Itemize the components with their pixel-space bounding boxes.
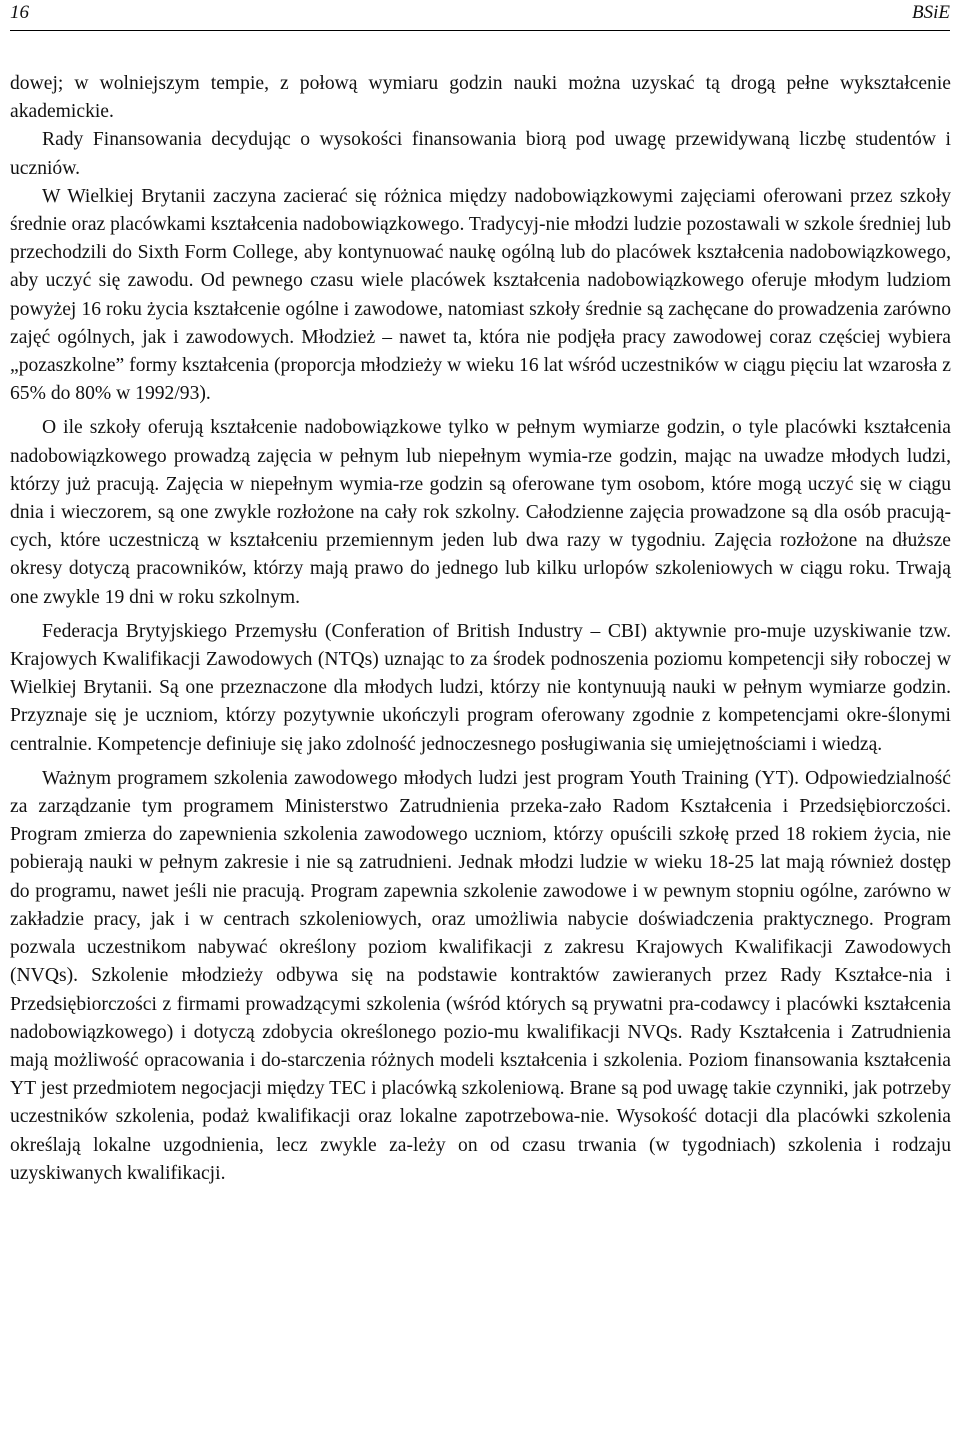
paragraph-youth-training: Ważnym programem szkolenia zawodowego młodych ludzi jest program Youth Training (YT). Odpowiedzialność za zarządzanie tym programem Ministerstwo Zatrudnienia przeka-zało Radom Kształcenia i Przedsiębiorczości. Program zmierza do zapewnienia szkolenia zawodowego uczniom, którzy opuścili szkołę przed 18 rokiem życia, nie pobierają nauki w pełnym zakresie i nie są zatrudnieni. Jednak młodzi ludzie w wieku 18-25 lat mają również dostęp do programu, nawet jeśli nie pracują. Program zapewnia szkolenie zawodowe i w pewnym stopniu ogólne, zarówno w zakładzie pracy, jak i w centrach szkoleniowych, oraz umożliwia nabycie doświadczenia praktycznego. Program pozwala uczestnikom nabywać określony poziom kwalifikacji z zakresu Krajowych Kwalifikacji Zawodowych (NVQs). Szkolenie młodzieży odbywa się na podstawie kontraktów zawieranych przez Rady Kształce-nia i Przedsiębiorczości z firmami prowadzącymi szkolenia (wśród których są prywatni pra-codawcy i placówki kształcenia nadobowiązkowego) i dotyczą zdobycia określonego pozio-mu kwalifikacji NVQs. Rady Kształcenia i Zatrudnienia mają możliwość opracowania i do-starczenia różnych modeli kształcenia i szkolenia. Poziom finansowania kształcenia YT jest przedmiotem negocjacji między TEC i placówką szkoleniową. Brane są pod uwagę takie czynniki, jak potrzeby uczestników szkolenia, podaż kwalifikacji oraz lokalne zapotrzebowa-nie. Wysokość dotacji dla placówki szkolenia określają lokalne uzgodnienia, lecz zwykle za-leży on od czasu trwania (w tygodniach) szkolenia i rodzaju uzyskiwanych kwalifikacji.: [10, 767, 951, 1184]
running-head: BSiE: [912, 2, 950, 23]
paragraph-continuation: dowej; w wolniejszym tempie, z połową wymiaru godzin nauki można uzyskać tą drogą pełne wykształcenie akademickie.: [10, 73, 951, 123]
body-text: [10, 70, 951, 1188]
paragraph-cbi-qualifications: Federacja Brytyjskiego Przemysłu (Conferation of British Industry – CBI) aktywnie pro-muje uzyskiwanie tzw. Krajowych Kwalifikacji Zawodowych (NTQs) uznając to za środek podnoszenia poziomu kompetencji siły roboczej w Wielkiej Brytanii. Są one przeznaczone dla młodych ludzi, którzy nie kontynuują nauki w pełnym wymiarze godzin. Przyznaje się je uczniom, którzy pozytywnie ukończyli program oferowany zgodnie z kompetencjami okre-ślonymi centralnie. Kompetencje definiuje się jako zdolność jednoczesnego posługiwania się umiejętnościami i wiedzą.: [10, 620, 951, 755]
paragraph-funding-councils: Rady Finansowania decydując o wysokości finansowania biorą pod uwagę przewidywaną liczbę studentów i uczniów.: [10, 129, 951, 179]
paragraph-part-time-education: O ile szkoły oferują kształcenie nadobowiązkowe tylko w pełnym wymiarze godzin, o tyle placówki kształcenia nadobowiązkowego prowadzą zajęcia w pełnym lub niepełnym wymia-rze godzin, mając na uwadze młodych ludzi, którzy już pracują. Zajęcia w niepełnym wymia-rze godzin są oferowane tym osobom, które mogą uczyć się w ciągu dnia i wieczorem, są one zwykle rozłożone na cały rok szkolny. Całodzienne zajęcia prowadzone są dla osób pracują-cych, które uczestniczą w kształceniu przemiennym jeden lub dwa razy w tygodniu. Zajęcia rozłożone na dłuższe okresy dotyczą pracowników, którzy mają prawo do jednego lub kilku urlopów szkoleniowych w ciągu roku. Trwają one zwykle 19 dni w roku szkolnym.: [10, 417, 951, 608]
page-header: [10, 0, 950, 31]
page-number: 16: [10, 2, 29, 23]
paragraph-secondary-schools: W Wielkiej Brytanii zaczyna zacierać się różnica między nadobowiązkowymi zajęciami oferowani przez szkoły średnie oraz placówkami kształcenia nadobowiązkowego. Tradycyj-nie młodzi ludzie pozostawali w szkole średniej lub przechodzili do Sixth Form College, aby kontynuować naukę ogólną lub do placówek kształcenia nadobowiązkowego, aby uczyć się zawodu. Od pewnego czasu wiele placówek kształcenia nadobowiązkowego oferuje młodym ludziom powyżej 16 roku życia kształcenie ogólne i zawodowe, natomiast szkoły średnie są zachęcane do prowadzenia zarówno zajęć ogólnych, jak i zawodowych. Młodzież – nawet ta, która nie podjęła pracy zawodowej coraz częściej wybiera „pozaszkolne” formy kształcenia (proporcja młodzieży w wieku 16 lat wśród uczestników w ciągu pięciu lat wzarosła z 65% do 80% w 1992/93).: [10, 185, 951, 405]
